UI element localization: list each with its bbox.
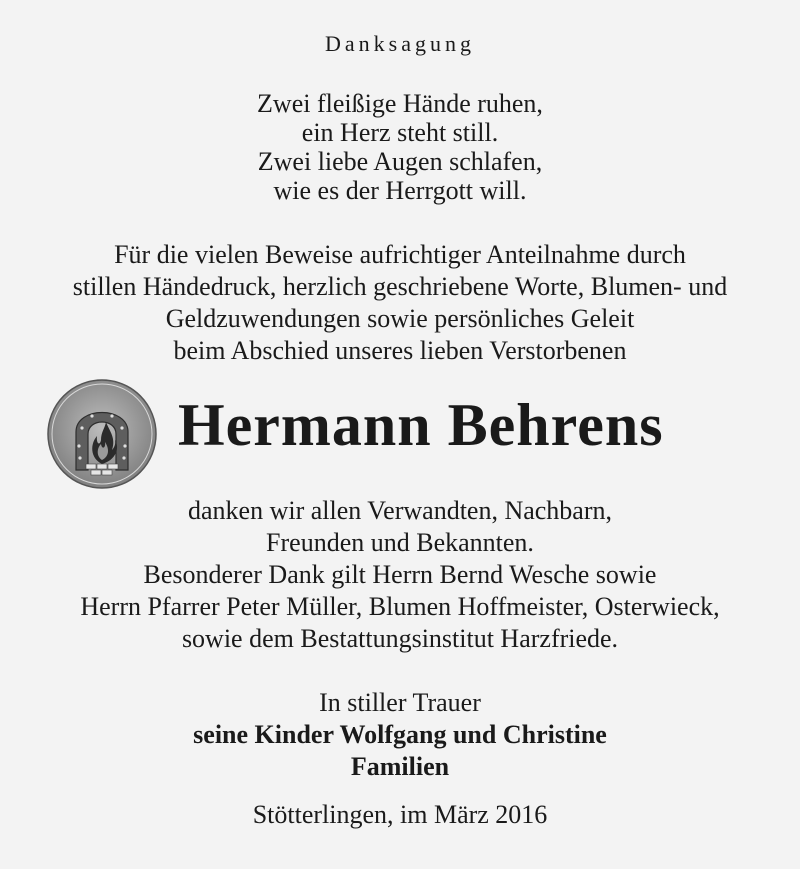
place-date: Stötterlingen, im März 2016 [252, 800, 548, 829]
thanks-body-line: Herrn Pfarrer Peter Müller, Blumen Hoffmeister, Osterwieck, [80, 592, 720, 621]
verse-line: ein Herz steht still. [301, 118, 499, 147]
thanks-body-line: danken wir allen Verwandten, Nachbarn, [187, 496, 613, 525]
verse-line: Zwei liebe Augen schlafen, [257, 147, 543, 176]
verse-line: wie es der Herrgott will. [273, 176, 527, 205]
verse-line: Zwei fleißige Hände ruhen, [257, 89, 543, 118]
notice-heading: Danksagung [325, 31, 475, 56]
signers-line: Familien [350, 752, 450, 781]
signers-line: seine Kinder Wolfgang und Christine [193, 720, 607, 749]
thanks-intro-line: Geldzuwendungen sowie persönliches Geleit [165, 304, 635, 333]
mourning-line: In stiller Trauer [319, 688, 481, 717]
thanks-body-line: sowie dem Bestattungsinstitut Harzfriede. [181, 624, 619, 653]
thanks-intro-line: Für die vielen Beweise aufrichtiger Anteilnahme durch [114, 240, 686, 269]
horseshoe-flame-icon [46, 378, 158, 490]
thanks-intro-line: stillen Händedruck, herzlich geschriebene Worte, Blumen- und [72, 272, 728, 301]
thanks-body-line: Freunden und Bekannten. [266, 528, 534, 557]
thanks-body-line: Besonderer Dank gilt Herrn Bernd Wesche sowie [143, 560, 657, 589]
thanks-intro-line: beim Abschied unseres lieben Verstorbenen [173, 336, 627, 365]
deceased-name: Hermann Behrens [178, 392, 664, 458]
